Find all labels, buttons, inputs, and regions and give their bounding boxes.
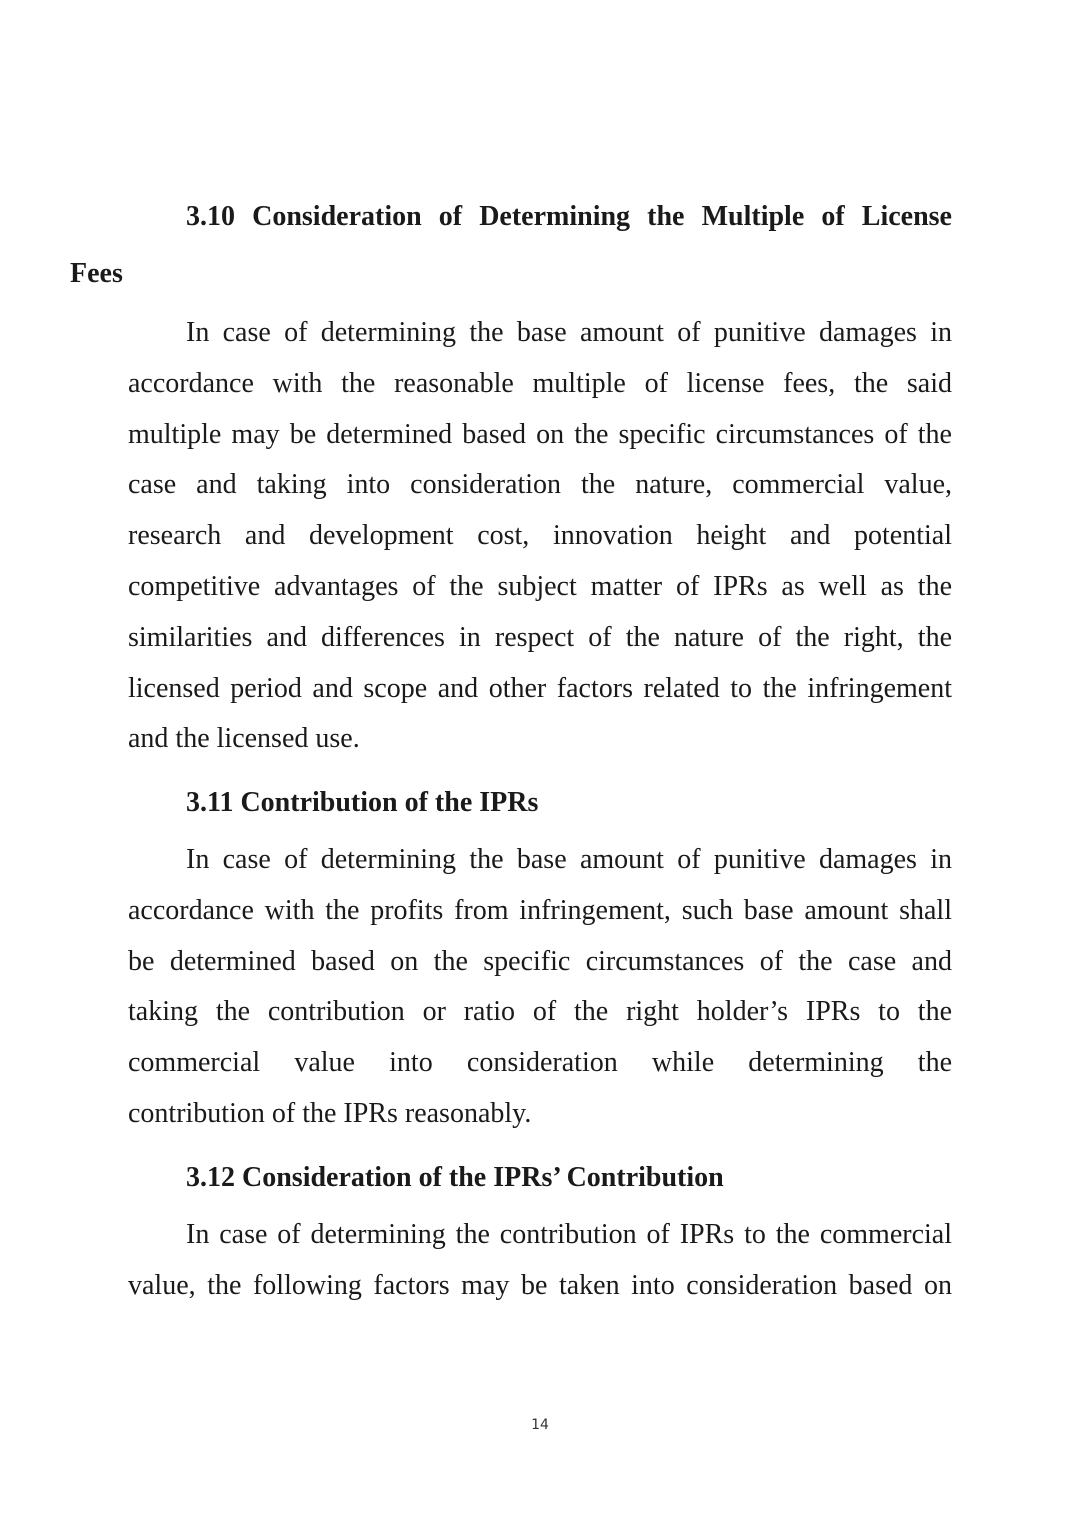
paragraph-line: case and taking into consideration the nature, commercial value, [128,469,952,501]
paragraph-line: taking the contribution or ratio of the right holder’s IPRs to the [128,996,952,1028]
page-number: 14 [531,1417,549,1433]
section-paragraph-3-10 [128,308,952,765]
section-paragraph-3-12 [128,1210,952,1312]
paragraph-line: similarities and differences in respect of the nature of the right, the [128,621,952,653]
paragraph-line: accordance with the reasonable multiple of license fees, the said [128,367,952,399]
paragraph-line: research and development cost, innovation height and potential [128,520,952,552]
paragraph-line: commercial value into consideration while determining the [128,1047,952,1079]
paragraph-line: In case of determining the contribution of IPRs to the commercial [186,1219,952,1250]
document-page [70,188,952,1301]
section-paragraph-3-11 [128,835,952,1140]
section-heading-3-11: 3.11 Contribution of the IPRs [186,787,539,818]
heading-line: 3.10 Consideration of Determining the Multiple of License [186,201,952,232]
section-heading-3-10 [70,188,952,302]
paragraph-line: licensed period and scope and other factors related to the infringement [128,672,952,704]
paragraph-line: competitive advantages of the subject matter of IPRs as well as the [128,570,952,602]
paragraph-line: multiple may be determined based on the specific circumstances of the [128,418,952,450]
paragraph-line: be determined based on the specific circumstances of the case and [128,945,952,977]
section-heading-3-12: 3.12 Consideration of the IPRs’ Contribution [186,1162,724,1193]
paragraph-line: and the licensed use. [128,723,360,755]
paragraph-line: value, the following factors may be taken into consideration based on [128,1269,952,1301]
heading-line: Fees [70,258,123,289]
paragraph-line: In case of determining the base amount of punitive damages in [186,317,952,348]
paragraph-line: accordance with the profits from infringement, such base amount shall [128,894,952,926]
paragraph-line: contribution of the IPRs reasonably. [128,1097,532,1129]
paragraph-line: In case of determining the base amount of punitive damages in [186,844,952,875]
